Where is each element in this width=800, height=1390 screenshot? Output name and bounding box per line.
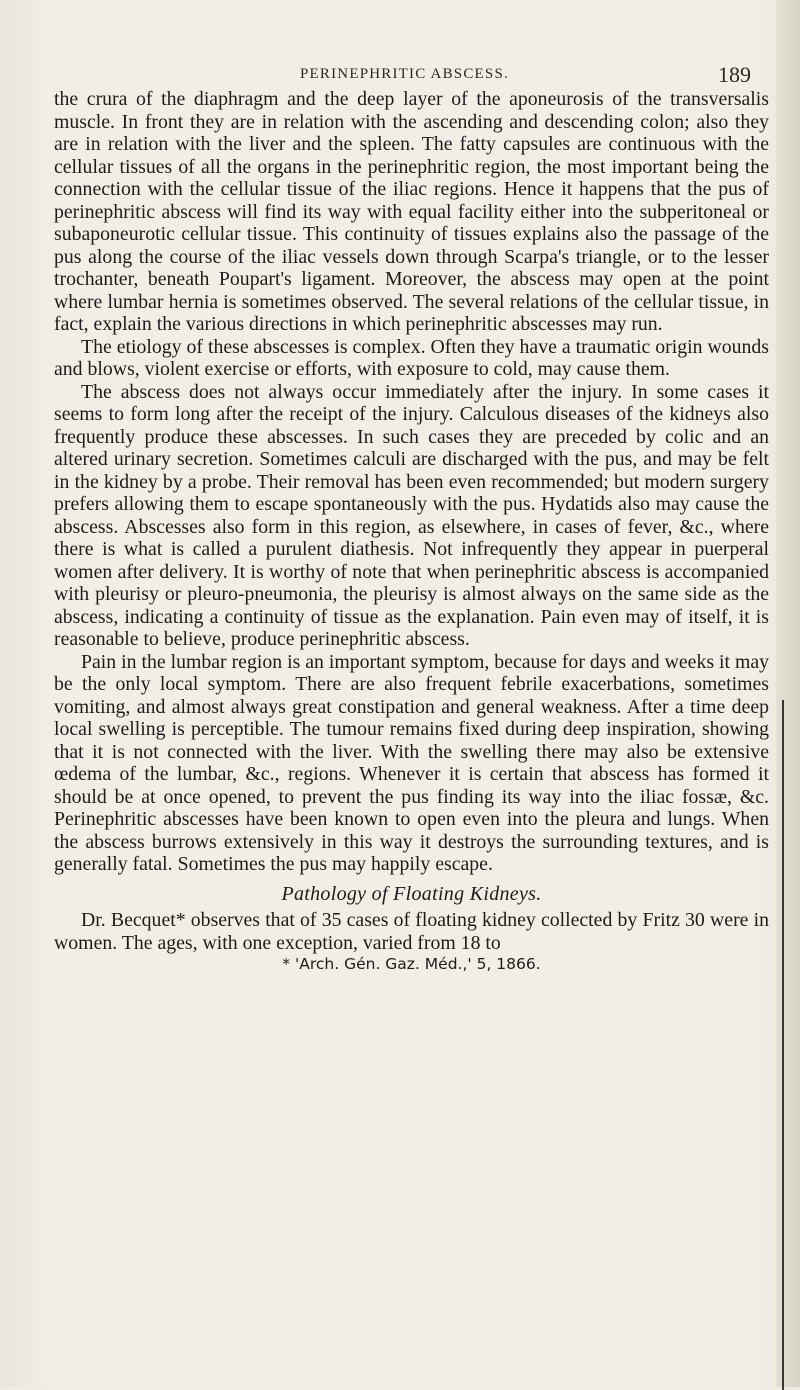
paragraph-floating-kidney: Dr. Becquet* observes that of 35 cases of floating kidney collected by Fritz 30 were in women. The ages, with one exception, varied from 18 to <box>54 909 769 954</box>
text-body <box>54 88 769 973</box>
paragraph-symptoms: Pain in the lumbar region is an important symptom, because for days and weeks it may be the only local symptom. There are also frequent febrile exacerbations, sometimes vomiting, and almost always great constipation and general weakness. After a time deep local swelling is perceptible. The tumour remains fixed during deep inspiration, showing that it is not connected with the liver. With the swelling there may also be extensive œdema of the lumbar, &c., regions. Whenever it is certain that abscess has formed it should be at once opened, to prevent the pus finding its way into the iliac fossæ, &c. Perinephritic abscesses have been known to open even into the pleura and lungs. When the abscess burrows extensively in this way it destroys the surrounding textures, and is generally fatal. Sometimes the pus may happily escape. <box>54 650 769 875</box>
running-title: PERINEPHRITIC ABSCESS. <box>300 66 509 82</box>
paragraph-abscess-onset: The abscess does not always occur immediately after the injury. In some cases it seems to form long after the receipt of the injury. Calculous diseases of the kidneys also frequently produce these abscesses. In such cases they are preceded by colic and an altered urinary secretion. Sometimes calculi are discharged with the pus, and may be felt in the kidney by a probe. Their removal has been even recommended; but modern surgery prefers allowing them to escape spontaneously with the pus. Hydatids also may cause the abscess. Abscesses also form in this region, as elsewhere, in cases of fever, &c., where there is what is called a purulent diathesis. Not infrequently they appear in puerperal women after delivery. It is worthy of note that when perinephritic abscess is accompanied with pleurisy or pleuro-pneumonia, the pleurisy is almost always on the same side as the abscess, indicating a continuity of tissue as the explanation. Pain even may of itself, it is reasonable to believe, produce perinephritic abscess. <box>54 380 769 650</box>
paragraph-continued: the crura of the diaphragm and the deep layer of the aponeurosis of the transversalis muscle. In front they are in relation with the ascending and descending colon; also they are in relation with the liver and the spleen. The fatty capsules are continuous with the cellular tissues of all the organs in the perinephritic region, the most important being the connection with the cellular tissue of the iliac regions. Hence it happens that the pus of perinephritic abscess will find its way with equal facility either into the subperitoneal or subaponeurotic cellular tissue. This continuity of tissues explains also the passage of the pus along the course of the iliac vessels down through Scarpa's triangle, or to the lesser trochanter, beneath Poupart's ligament. Moreover, the abscess may open at the point where lumbar hernia is sometimes observed. The several relations of the cellular tissue, in fact, explain the various directions in which perinephritic abscesses may run. <box>54 88 769 335</box>
binding-shadow-line <box>782 700 784 1390</box>
section-heading: Pathology of Floating Kidneys. <box>281 882 542 905</box>
paragraph-etiology: The etiology of these abscesses is complex. Often they have a traumatic origin wounds and blows, violent exercise or efforts, with exposure to cold, may cause them. <box>54 335 769 380</box>
page-number: 189 <box>718 62 751 87</box>
page-edge <box>776 0 800 1387</box>
footnote: * 'Arch. Gén. Gaz. Méd.,' 5, 1866. <box>282 955 541 973</box>
